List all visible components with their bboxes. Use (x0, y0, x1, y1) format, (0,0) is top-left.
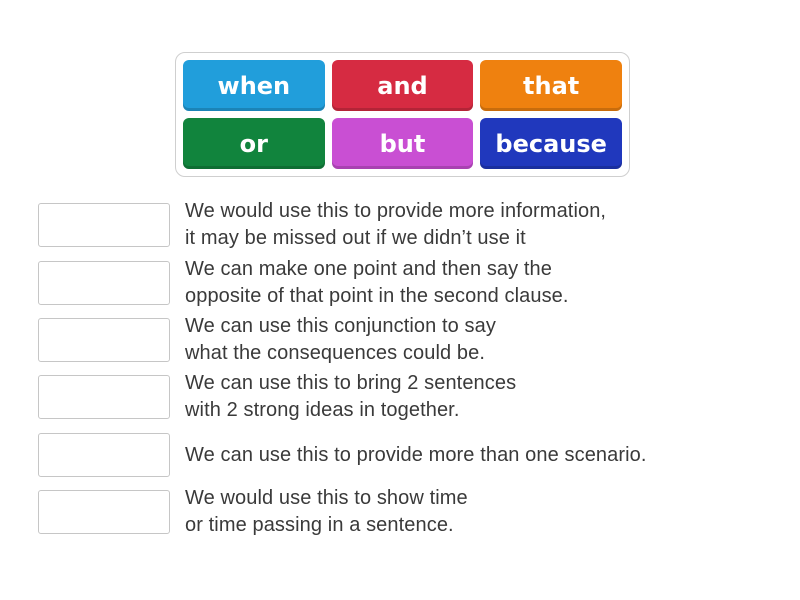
clue-text (185, 313, 496, 367)
match-row (38, 315, 496, 364)
word-bank (175, 52, 630, 177)
match-row (38, 258, 569, 307)
clue-line: opposite of that point in the second clause. (185, 285, 569, 307)
match-row (38, 372, 517, 421)
clue-line: what the consequences could be. (185, 342, 485, 364)
clue-text (185, 370, 516, 424)
clue-line: We would use this to provide more information, (185, 200, 607, 222)
clue-text (185, 256, 569, 310)
answer-drop-zone-2[interactable] (38, 261, 170, 305)
answer-drop-zone-3[interactable] (38, 318, 170, 362)
answer-drop-zone-5[interactable] (38, 433, 170, 477)
word-tile-and[interactable]: and (332, 60, 474, 111)
clue-text (185, 485, 468, 539)
clue-line: with 2 strong ideas in together. (185, 399, 460, 421)
answer-drop-zone-1[interactable] (38, 203, 170, 247)
answer-drop-zone-6[interactable] (38, 490, 170, 534)
clue-line: We would use this to show time (185, 487, 468, 509)
answer-drop-zone-4[interactable] (38, 375, 170, 419)
word-tile-but[interactable]: but (332, 118, 474, 169)
clue-line: We can make one point and then say the (185, 258, 553, 280)
clue-line: it may be missed out if we didn’t use it (185, 227, 526, 249)
clue-line: We can use this conjunction to say (185, 315, 496, 337)
clue-line: or time passing in a sentence. (185, 514, 454, 536)
clue-line: We can use this to bring 2 sentences (185, 372, 517, 394)
word-tile-because[interactable]: because (480, 118, 622, 169)
match-row (38, 487, 468, 536)
word-tile-or[interactable]: or (183, 118, 325, 169)
match-row (38, 200, 607, 249)
word-tile-when[interactable]: when (183, 60, 325, 111)
clue-text (185, 442, 647, 469)
match-row (38, 433, 647, 477)
clue-line: We can use this to provide more than one scenario. (185, 443, 647, 466)
clue-text (185, 198, 606, 252)
word-tile-that[interactable]: that (480, 60, 622, 111)
